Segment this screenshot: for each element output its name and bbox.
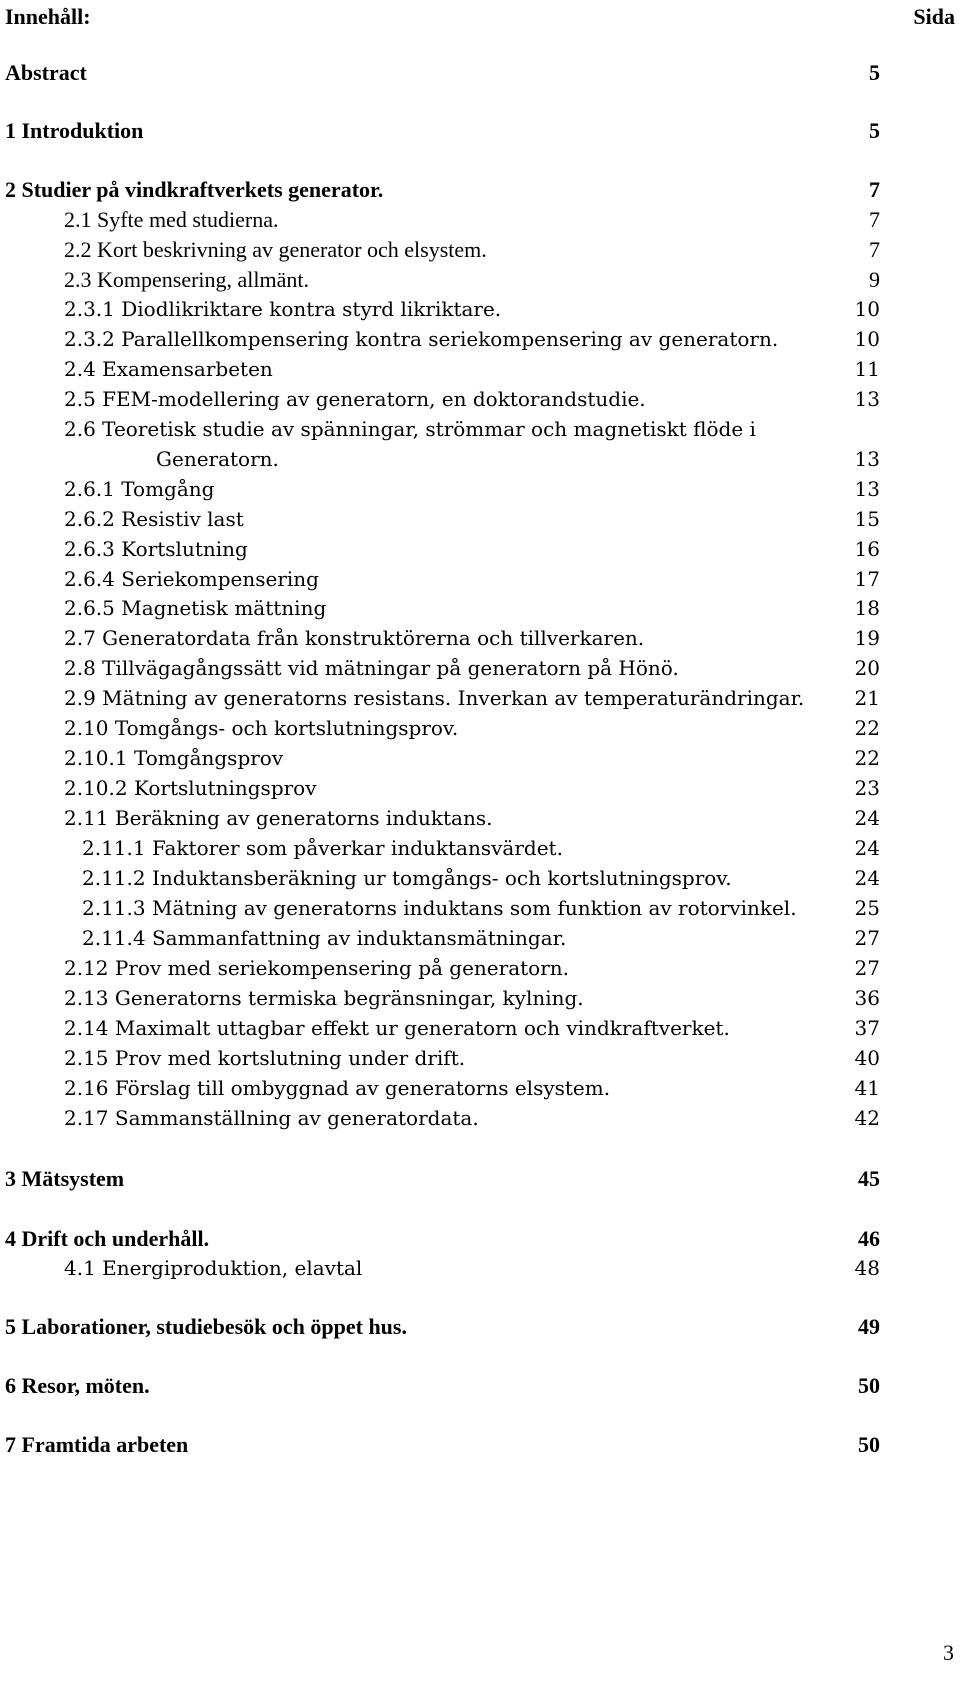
toc-entry-page: 11 <box>854 357 880 381</box>
toc-entry <box>0 681 960 715</box>
toc-entry-title: Generatorn. <box>156 447 279 471</box>
toc-entry-title: 3 Mätsystem <box>5 1166 125 1191</box>
toc-entry-title: 2.14 Maximalt uttagbar effekt ur generatorn och vindkraftverket. <box>64 1016 730 1040</box>
toc-entry-title: 2.7 Generatordata från konstruktörerna och tillverkaren. <box>64 626 645 650</box>
toc-entry <box>0 1162 960 1196</box>
toc-entry-title: 2.6.4 Seriekompensering <box>64 567 319 591</box>
toc-entry <box>0 532 960 566</box>
toc-entry-title: 2.4 Examensarbeten <box>64 357 273 381</box>
toc-entry-title: 2.6.2 Resistiv last <box>64 507 244 531</box>
toc-entry-title: 2.15 Prov med kortslutning under drift. <box>64 1046 466 1070</box>
toc-entry <box>0 951 960 985</box>
toc-entry-page: 20 <box>854 656 880 680</box>
toc-entry-page: 22 <box>854 746 880 770</box>
toc-entry <box>0 1428 960 1462</box>
toc-entry-title: Abstract <box>5 60 87 85</box>
toc-entry <box>0 1041 960 1075</box>
toc-title: Innehåll: <box>5 4 91 29</box>
toc-entry-title: 2.3.2 Parallellkompensering kontra seriekompensering av generatorn. <box>64 327 779 351</box>
toc-entry-page: 13 <box>854 477 880 501</box>
toc-entry <box>0 1369 960 1403</box>
toc-entry <box>0 1071 960 1105</box>
toc-entry-title: 2.6.5 Magnetisk mättning <box>64 596 327 620</box>
toc-entry-page: 27 <box>854 956 880 980</box>
toc-entry <box>0 711 960 745</box>
toc-entry-title: 2.11.1 Faktorer som påverkar induktansvärdet. <box>82 836 563 860</box>
toc-entry-page: 50 <box>858 1432 880 1457</box>
toc-entry-title: 2.6.3 Kortslutning <box>64 537 248 561</box>
toc-entry-title: 2.11.3 Mätning av generatorns induktans som funktion av rotorvinkel. <box>82 896 797 920</box>
toc-entry <box>0 56 960 90</box>
toc-entry <box>0 442 960 476</box>
toc-entry-page: 40 <box>854 1046 880 1070</box>
toc-entry-page: 24 <box>854 836 880 860</box>
toc-entry <box>0 651 960 685</box>
toc-entry-page: 19 <box>854 626 880 650</box>
toc-entry <box>0 292 960 326</box>
toc-entry <box>0 322 960 356</box>
toc-entry-page: 27 <box>854 926 880 950</box>
toc-entry-page: 10 <box>854 297 880 321</box>
toc-entry-page: 48 <box>854 1256 880 1280</box>
toc-entry-title: 4.1 Energiproduktion, elavtal <box>64 1256 363 1280</box>
toc-entry-title: 2.10.2 Kortslutningsprov <box>64 776 317 800</box>
page-number: 3 <box>943 1640 954 1665</box>
toc-entry <box>0 502 960 536</box>
toc-entry-title: 6 Resor, möten. <box>5 1373 150 1398</box>
toc-entry-title: 2.13 Generatorns termiska begränsningar, kylning. <box>64 986 584 1010</box>
toc-entry <box>0 203 960 237</box>
toc-entry-page: 21 <box>854 686 880 710</box>
toc-entry-page: 22 <box>854 716 880 740</box>
toc-entry-title: 2.11.2 Induktansberäkning ur tomgångs- och kortslutningsprov. <box>82 866 732 890</box>
toc-entry-page: 7 <box>869 237 880 262</box>
toc-entry-page: 24 <box>854 866 880 890</box>
toc-entry <box>0 1251 960 1285</box>
toc-entry <box>0 981 960 1015</box>
toc-entry <box>0 921 960 955</box>
toc-entry-title: 2.12 Prov med seriekompensering på generatorn. <box>64 956 569 980</box>
toc-entry <box>0 621 960 655</box>
toc-entry-title: 2.5 FEM-modellering av generatorn, en doktorandstudie. <box>64 387 646 411</box>
toc-entry <box>0 233 960 267</box>
toc-entry-title: 2.10 Tomgångs- och kortslutningsprov. <box>64 716 459 740</box>
toc-entry <box>0 891 960 925</box>
toc-entry-page: 15 <box>854 507 880 531</box>
toc-entry <box>0 472 960 506</box>
toc-entry-title: 2.9 Mätning av generatorns resistans. Inverkan av temperaturändringar. <box>64 686 805 710</box>
toc-entry-page: 5 <box>869 60 880 85</box>
toc-entry <box>0 412 960 446</box>
toc-entry-title: 1 Introduktion <box>5 118 144 143</box>
toc-entry-page: 36 <box>854 986 880 1010</box>
toc-entry-title: 2.2 Kort beskrivning av generator och elsystem. <box>64 237 487 262</box>
toc-entry <box>0 861 960 895</box>
toc-entry-title: 2.3.1 Diodlikriktare kontra styrd likriktare. <box>64 297 502 321</box>
toc-entry <box>0 352 960 386</box>
toc-entry-page: 23 <box>854 776 880 800</box>
toc-entry-page: 45 <box>858 1166 880 1191</box>
toc-entry <box>0 741 960 775</box>
toc-entry-title: 2.3 Kompensering, allmänt. <box>64 267 310 292</box>
toc-entry-page: 50 <box>858 1373 880 1398</box>
toc-entry <box>0 1310 960 1344</box>
toc-entry-title: 4 Drift och underhåll. <box>5 1226 210 1251</box>
toc-entry <box>0 382 960 416</box>
toc-entry-page: 41 <box>854 1076 880 1100</box>
toc-entry-title: 2.16 Förslag till ombyggnad av generatorns elsystem. <box>64 1076 611 1100</box>
toc-entry <box>0 114 960 148</box>
toc-entry <box>0 801 960 835</box>
toc-entry-page: 37 <box>854 1016 880 1040</box>
toc-entry <box>0 831 960 865</box>
toc-entry-page: 13 <box>854 387 880 411</box>
toc-entry-title: 2.6.1 Tomgång <box>64 477 215 501</box>
toc-entry-page: 5 <box>869 118 880 143</box>
toc-entry <box>0 173 960 207</box>
toc-entry-page: 10 <box>854 327 880 351</box>
toc-entry-page: 25 <box>854 896 880 920</box>
toc-entry-title: 2.8 Tillvägagångssätt vid mätningar på generatorn på Hönö. <box>64 656 679 680</box>
toc-entry-title: 2.6 Teoretisk studie av spänningar, strömmar och magnetiskt flöde i <box>64 417 756 441</box>
toc-entry-page: 16 <box>854 537 880 561</box>
toc-entry-title: 2.11.4 Sammanfattning av induktansmätningar. <box>82 926 567 950</box>
toc-entry-page: 46 <box>858 1226 880 1251</box>
toc-entry-page: 24 <box>854 806 880 830</box>
toc-header <box>0 0 960 34</box>
toc-entry <box>0 1101 960 1135</box>
toc-entry-title: 2.17 Sammanställning av generatordata. <box>64 1106 479 1130</box>
toc-entry-page: 18 <box>854 596 880 620</box>
toc-entry-page: 49 <box>858 1314 880 1339</box>
toc-entry <box>0 771 960 805</box>
toc-entry-title: 7 Framtida arbeten <box>5 1432 189 1457</box>
toc-entry-title: 2.1 Syfte med studierna. <box>64 207 279 232</box>
toc-entry-title: 2 Studier på vindkraftverkets generator. <box>5 177 384 202</box>
toc-entry-page: 42 <box>854 1106 880 1130</box>
toc-entry-page: 13 <box>854 447 880 471</box>
toc-entry-page: 7 <box>869 207 880 232</box>
toc-entry-title: 2.11 Beräkning av generatorns induktans. <box>64 806 493 830</box>
toc-entry-title: 2.10.1 Tomgångsprov <box>64 746 284 770</box>
page-column-heading: Sida <box>913 4 955 29</box>
toc-entry-page: 17 <box>854 567 880 591</box>
toc-entry-page: 9 <box>869 267 880 292</box>
toc-entry-title: 5 Laborationer, studiebesök och öppet hus. <box>5 1314 407 1339</box>
toc-entry <box>0 591 960 625</box>
toc-entry <box>0 1011 960 1045</box>
toc-entry-page: 7 <box>869 177 880 202</box>
